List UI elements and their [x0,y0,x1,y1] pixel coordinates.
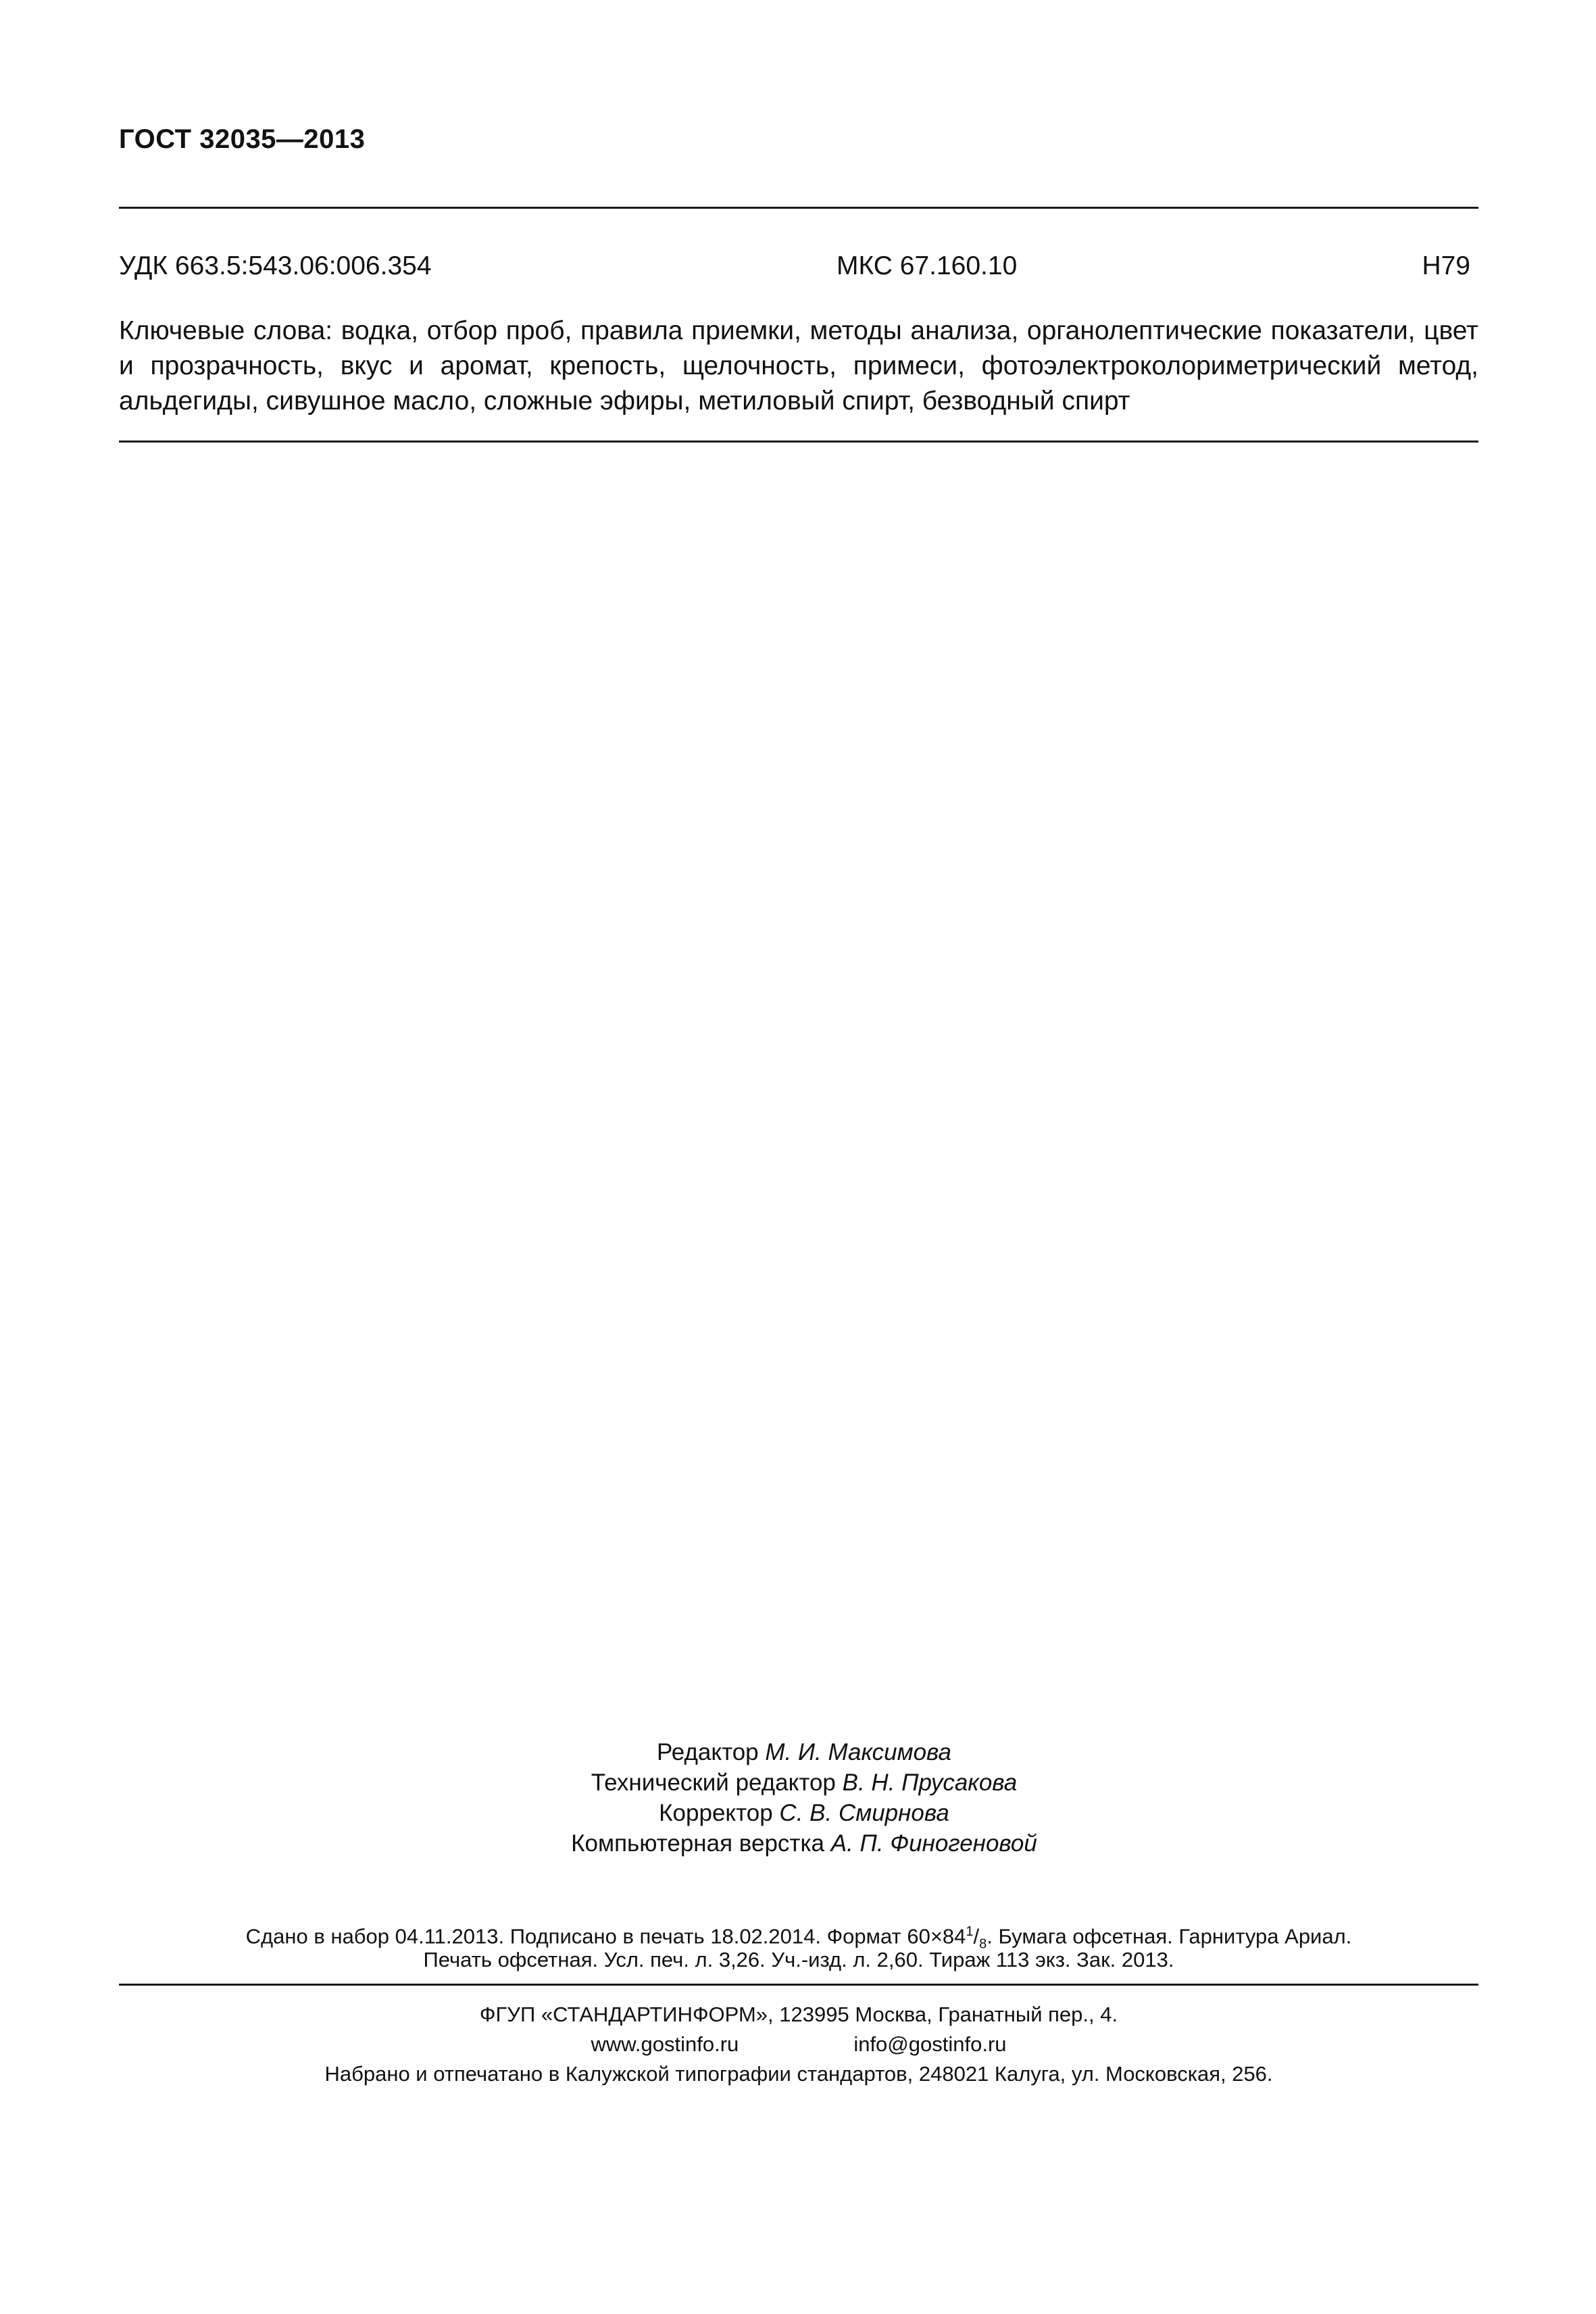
publisher-address: ФГУП «СТАНДАРТИНФОРМ», 123995 Москва, Гранатный пер., 4. [479,2003,1118,2026]
imprint-line-2: Печать офсетная. Усл. печ. л. 3,26. Уч.-изд. л. 2,60. Тираж 113 экз. Зак. 2013. [423,1948,1174,1971]
format-fraction-numerator: 1 [966,1924,974,1939]
okstu-code: Н79 [1422,251,1470,280]
document-code: ГОСТ 32035—2013 [119,124,366,154]
credit-editor [405,1737,1203,1767]
credit-tech-editor [405,1767,1203,1798]
credit-name: В. Н. Прусакова [842,1769,1018,1796]
format-fraction-slash: / [973,1924,980,1948]
credit-name: С. В. Смирнова [779,1800,949,1826]
udc-code: УДК 663.5:543.06:006.354 [119,251,432,280]
header-divider [119,207,1478,209]
printing-house: Набрано и отпечатано в Калужской типографии стандартов, 248021 Калуга, ул. Московская, 256. [324,2062,1273,2086]
credit-role: Компьютерная верстка [571,1830,824,1857]
credit-corrector [405,1798,1203,1828]
credit-layout [405,1828,1203,1859]
credit-role: Корректор [659,1800,773,1826]
format-fraction-denominator: 8 [979,1936,987,1952]
keywords-divider [119,441,1478,443]
imprint-text: Сдано в набор 04.11.2013. Подписано в печать 18.02.2014. Формат 60×84 [245,1924,966,1948]
mks-code: МКС 67.160.10 [837,251,1018,280]
keywords-paragraph: Ключевые слова: водка, отбор проб, правила приемки, методы анализа, органолептические показатели, цвет и прозрачность, вкус и аромат, крепость, щелочность, примеси, фотоэлектроколориметрический метод, альдегиды, сивушное масло, сложные эфиры, метиловый спирт, безводный спирт [119,316,1478,416]
credit-role: Технический редактор [591,1769,836,1796]
credit-name: А. П. Финогеновой [830,1830,1037,1857]
footer-divider [119,1984,1478,1986]
publisher-email: info@gostinfo.ru [853,2032,1007,2056]
credit-name: М. И. Максимова [765,1739,952,1765]
publisher-website: www.gostinfo.ru [591,2032,739,2056]
publisher-contacts [119,2030,1478,2059]
credit-role: Редактор [656,1739,759,1765]
imprint-text: . Бумага офсетная. Гарнитура Ариал. [987,1924,1352,1948]
